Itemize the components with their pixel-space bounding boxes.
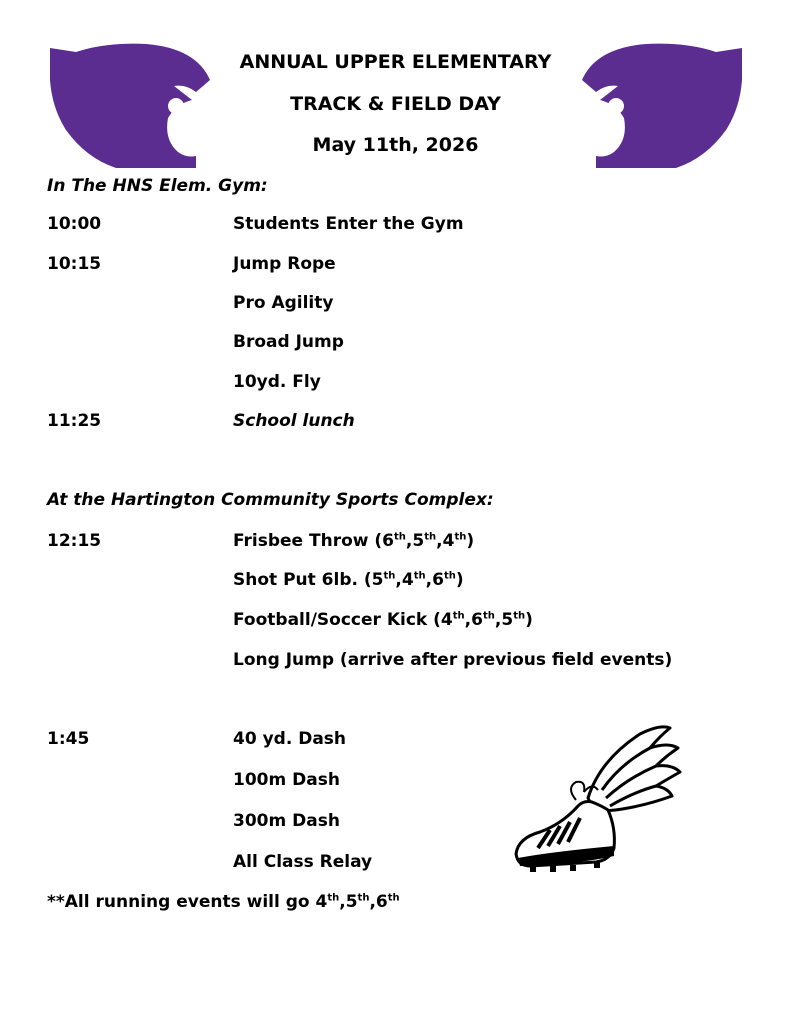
event-label: Jump Rope <box>233 254 336 274</box>
ordinal-suffix: th <box>443 570 456 582</box>
grade: 6 <box>471 610 483 630</box>
event-label: Broad Jump <box>233 332 344 352</box>
event-label: Frisbee Throw (6th,5th,4th) <box>233 531 475 551</box>
time-label: 10:00 <box>47 214 102 234</box>
footnote-text: **All running events will go 4 <box>47 892 328 912</box>
ordinal-suffix: th <box>327 892 340 904</box>
ordinal-suffix: th <box>482 610 495 622</box>
winged-shoe-icon <box>510 720 685 875</box>
grade: 6 <box>432 570 444 590</box>
title-line-2: TRACK & FIELD DAY <box>290 93 501 115</box>
footnote: **All running events will go 4th,5th,6th <box>47 892 400 912</box>
event-label: 40 yd. Dash <box>233 729 347 749</box>
grade: 4 <box>401 570 414 590</box>
grade: 5 <box>371 570 384 590</box>
event-label: Pro Agility <box>233 293 334 313</box>
ordinal-suffix: th <box>454 531 467 543</box>
time-label: 10:15 <box>47 254 102 274</box>
grade: 4 <box>442 531 455 551</box>
ordinal-suffix: th <box>452 610 465 622</box>
event-label: 10yd. Fly <box>233 372 321 392</box>
ordinal-suffix: th <box>513 610 526 622</box>
grade: 6 <box>375 892 388 912</box>
event-label: Students Enter the Gym <box>233 214 464 234</box>
event-name: Shot Put 6lb. ( <box>233 570 372 590</box>
schedule-row <box>0 650 791 674</box>
schedule-row <box>0 332 791 356</box>
event-name: Frisbee Throw ( <box>233 531 383 551</box>
complex-section-heading: At the Hartington Community Sports Complex: <box>47 490 494 510</box>
time-label: 1:45 <box>47 729 90 749</box>
grade: 4 <box>440 610 453 630</box>
grade: 5 <box>412 531 425 551</box>
grade: 5 <box>501 610 514 630</box>
event-label: Shot Put 6lb. (5th,4th,6th) <box>233 570 464 590</box>
schedule-row <box>0 531 791 555</box>
event-name: Football/Soccer Kick ( <box>233 610 441 630</box>
schedule-row <box>0 214 791 238</box>
schedule-row <box>0 610 791 634</box>
event-date: May 11th, 2026 <box>312 134 479 156</box>
schedule-row <box>0 372 791 396</box>
grade: 5 <box>345 892 358 912</box>
gym-section-heading: In The HNS Elem. Gym: <box>47 176 268 196</box>
grade: 6 <box>382 531 395 551</box>
ordinal-suffix: th <box>387 892 400 904</box>
time-label: 11:25 <box>47 411 102 431</box>
event-label: 300m Dash <box>233 811 340 831</box>
time-label: 12:15 <box>47 531 102 551</box>
title-line-1: ANNUAL UPPER ELEMENTARY <box>239 51 552 73</box>
event-label: Football/Soccer Kick (4th,6th,5th) <box>233 610 533 630</box>
event-label: All Class Relay <box>233 852 373 872</box>
ordinal-suffix: th <box>413 570 426 582</box>
schedule-row <box>0 570 791 594</box>
event-label: School lunch <box>233 411 355 431</box>
event-label: Long Jump (arrive after previous field events) <box>233 650 673 670</box>
event-label: 100m Dash <box>233 770 340 790</box>
schedule-row <box>0 411 791 435</box>
ordinal-suffix: th <box>424 531 437 543</box>
schedule-row <box>0 293 791 317</box>
ordinal-suffix: th <box>383 570 396 582</box>
ordinal-suffix: th <box>394 531 406 543</box>
ordinal-suffix: th <box>357 892 370 904</box>
schedule-row <box>0 254 791 278</box>
